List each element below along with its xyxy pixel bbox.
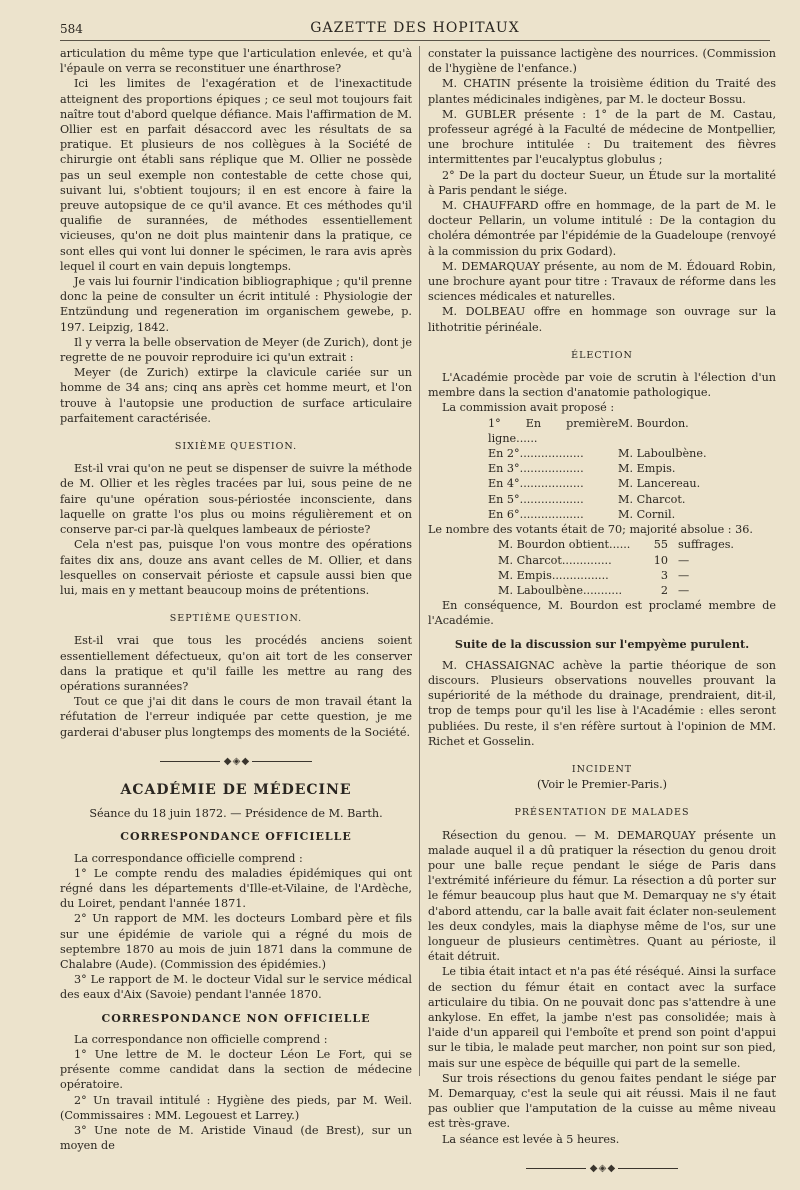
list-item: M. Empis................ 3 — xyxy=(498,568,690,582)
paragraph: M. CHATIN présente la troisième édition du Traité des plantes médicinales indigènes, par M. le docteur Bossu. xyxy=(428,77,776,106)
paragraph: Cela n'est pas, puisque l'on vous montre des opérations faites dix ans, douze ans avant celles de M. Ollier, et dans lesquelles on conservait périoste et capsule aussi bien que lui, mais en y mettant beaucoup moins de prétentions. xyxy=(60,538,412,597)
paragraph: La correspondance non officielle comprend : xyxy=(74,1032,328,1046)
paragraph: constater la puissance lactigène des nourrices. (Commission de l'hygiène de l'enfance.) xyxy=(428,47,776,76)
section-heading: SIXIÈME QUESTION. xyxy=(174,441,298,453)
paragraph: M. CHAUFFARD offre en hommage, de la part de M. le docteur Pellarin, un volume intitulé : De la contagion du choléra démontrée par l'épidémie de la Guadeloupe (renvoyé à la commission du prix Godard). xyxy=(428,199,776,258)
page-header xyxy=(60,18,770,41)
paragraph: 3° Une note de M. Aristide Vinaud (de Brest), sur un moyen de xyxy=(60,1124,412,1153)
list-item: En 4°.................. M. Lancereau. xyxy=(488,477,701,491)
list-item: 1° En première ligne...... M. Bourdon. xyxy=(488,416,689,445)
paragraph: Je vais lui fournir l'indication bibliographique ; qu'il prenne donc la peine de consulter un écrit intitulé : Physiologie der Entzündung und regeneration im organischem gewebe, p. 197. Leipzig, 1842. xyxy=(60,275,412,334)
subsection-heading: CORRESPONDANCE OFFICIELLE xyxy=(120,830,352,844)
paragraph: Sur trois résections du genou faites pendant le siége par M. Demarquay, c'est la seule qui ait réussi. Mais il ne faut pas oublier que l'amputation de la cuisse au même niveau est très-grave. xyxy=(428,1071,776,1131)
paragraph: 2° Un travail intitulé : Hygiène des pieds, par M. Weil. (Commissaires : MM. Legouest et Larrey.) xyxy=(60,1093,412,1122)
list-item: M. Charcot.............. 10 — xyxy=(498,553,690,567)
candidate-list xyxy=(488,416,776,522)
paragraph: Il y verra la belle observation de Meyer (de Zurich), dont je regrette de ne pouvoir reproduire ici qu'un extrait : xyxy=(60,335,412,365)
list-item: En 6°.................. M. Cornil. xyxy=(488,507,676,521)
ornament-divider: ◆ ◈ ◆ xyxy=(428,1161,776,1176)
list-item: En 3°.................. M. Empis. xyxy=(488,462,676,476)
paragraph: Meyer (de Zurich) extirpe la clavicule cariée sur un homme de 34 ans; cinq ans après cet homme meurt, et l'on trouve à l'autopsie une production de surface articulaire parfaitement caractérisée. xyxy=(60,366,412,425)
page-number: 584 xyxy=(60,22,83,36)
list-item: En 5°.................. M. Charcot. xyxy=(488,492,686,506)
journal-title: GAZETTE DES HOPITAUX xyxy=(310,20,520,36)
vote-results xyxy=(498,537,776,598)
paragraph: Est-il vrai qu'on ne peut se dispenser de suivre la méthode de M. Ollier et les règles tracées par lui, sous peine de ne faire qu'une opération sous-périostée inconsciente, dans laquelle on gratte l'os plus ou moins régulièrement et on conserve par-ci par-là quelques lambeaux de périoste? xyxy=(60,462,412,537)
column-divider xyxy=(419,46,420,1076)
paragraph: Le nombre des votants était de 70; majorité absolue : 36. xyxy=(428,523,753,537)
paragraph: 2° De la part du docteur Sueur, un Étude sur la mortalité à Paris pendant le siége. xyxy=(428,168,776,197)
paragraph: M. DOLBEAU offre en hommage son ouvrage sur la lithotritie périnéale. xyxy=(428,305,776,334)
paragraph: articulation du même type que l'articulation enlevée, et qu'à l'épaule on verra se reconstituer une énarthrose? xyxy=(60,47,412,76)
list-item: En 2°.................. M. Laboulbène. xyxy=(488,447,707,461)
paragraph: M. DEMARQUAY présente, au nom de M. Édouard Robin, une brochure ayant pour titre : Travaux de réforme dans les sciences médicales et naturelles. xyxy=(428,259,776,304)
section-heading: SEPTIÈME QUESTION. xyxy=(169,613,303,625)
section-heading: ÉLECTION xyxy=(571,349,633,361)
paragraph: La commission avait proposé : xyxy=(442,401,615,415)
left-column xyxy=(60,46,412,1153)
paragraph: Tout ce que j'ai dit dans le cours de mon travail étant la réfutation de l'erreur indiquée par cette question, je me garderai d'abuser plus longtemps des moments de la Société. xyxy=(60,695,412,739)
paragraph: Le tibia était intact et n'a pas été réséqué. Ainsi la surface de section du fémur était en contact avec la surface articulaire du tibia. On ne pouvait donc pas s'attendre à une ankylose. En effet, la jambe n'est pas consolidée; mais à l'aide d'un appareil qui l'emboîte et prend son point d'appui sur le tibia, le malade peut marcher, non point sur son pied, mais sur une espèce de béquille qui part de la semelle. xyxy=(428,965,776,1070)
session-line: Séance du 18 juin 1872. — Présidence de M. Barth. xyxy=(89,807,383,821)
paragraph: 2° Un rapport de MM. les docteurs Lombard père et fils sur une épidémie de variole qui a régné du mois de septembre 1870 au mois de juin 1871 dans la commune de Chalabre (Aude). (Commission des épidémies.) xyxy=(60,912,412,971)
section-heading: INCIDENT xyxy=(571,763,633,775)
paragraph: La correspondance officielle comprend : xyxy=(74,851,303,865)
paragraph: Est-il vrai que tous les procédés anciens soient essentiellement défectueux, qu'on ait tort de les conserver dans la pratique et qu'il faille les mettre au rang des opérations surannées? xyxy=(60,634,412,693)
right-column xyxy=(428,46,776,1190)
paragraph: La séance est levée à 5 heures. xyxy=(442,1132,620,1146)
ornament-divider: ◆ ◈ ◆ xyxy=(60,754,412,769)
paragraph: Ici les limites de l'exagération et de l'inexactitude atteignent des proportions épiques ; ce seul mot toujours fait naître tout d'abord quelque défiance. Mais l'affirmation de M. Ollier est en parfait désaccord avec les résultats de sa pratique. Et plusieurs de nos collègues à la Société de chirurgie ont établi sans réplique que M. Ollier ne possède pas un seul exemple non contestable de cette chose qui, suivant lui, s'obtient toujours; il en est encore à faire la preuve autopsique de ce qu'il avance. Et ces méthodes qu'il qualifie de surannées, de méthodes essentiellement vicieuses, qu'on ne doit plus maintenir dans la pratique, ce sont elles qui vont lui donner le spécimen, le rara avis après lequel il court en vain depuis longtemps. xyxy=(60,77,412,273)
list-item: M. Laboulbène........... 2 — xyxy=(498,583,690,597)
list-item: M. Bourdon obtient...... 55 suffrages. xyxy=(498,538,734,552)
subsection-heading: CORRESPONDANCE NON OFFICIELLE xyxy=(101,1011,371,1025)
section-heading: PRÉSENTATION DE MALADES xyxy=(514,807,690,819)
paragraph: Résection du genou. — M. DEMARQUAY présente un malade auquel il a dû pratiquer la résection du genou droit pour une balle reçue pendant le siége de Paris dans l'extrémité inférieure du fémur. La résection a dû porter sur le fémur beaucoup plus haut que M. Demarquay ne s'y était d'abord attendu, car la balle avait fait éclater non-seulement les deux condyles, mais la diaphyse même de l'os, sur une longueur de plusieurs centimètres. Quant au périoste, il était détruit. xyxy=(428,828,776,964)
paragraph: En conséquence, M. Bourdon est proclamé membre de l'Académie. xyxy=(428,599,776,628)
paragraph: 3° Le rapport de M. le docteur Vidal sur le service médical des eaux d'Aix (Savoie) pendant l'année 1870. xyxy=(60,973,412,1002)
paragraph: L'Académie procède par voie de scrutin à l'élection d'un membre dans la section d'anatomie pathologique. xyxy=(428,371,776,400)
paragraph: 1° Le compte rendu des maladies épidémiques qui ont régné dans les départements d'Ille-et-Vilaine, de l'Ardèche, du Loiret, pendant l'année 1871. xyxy=(60,866,412,911)
subsection-heading: Suite de la discussion sur l'empyème purulent. xyxy=(454,636,750,651)
paragraph: M. CHASSAIGNAC achève la partie théorique de son discours. Plusieurs observations nouvelles prouvant la supériorité de la méthode du drainage, prendraient, dit-il, trop de temps pour qu'il les lise à l'Académie : elles seront publiées. Du reste, il s'en réfère surtout à l'opinion de MM. Richet et Gosselin. xyxy=(428,658,776,748)
paragraph: 1° Une lettre de M. le docteur Léon Le Fort, qui se présente comme candidat dans la section de médecine opératoire. xyxy=(60,1047,412,1092)
paragraph: M. GUBLER présente : 1° de la part de M. Castau, professeur agrégé à la Faculté de médecine de Montpellier, une brochure intitulée : Du traitement des fièvres intermittentes par l'eucalyptus globulus ; xyxy=(428,107,776,167)
academy-heading: ACADÉMIE DE MÉDECINE xyxy=(120,781,352,798)
incident-note: (Voir le Premier-Paris.) xyxy=(536,778,668,792)
